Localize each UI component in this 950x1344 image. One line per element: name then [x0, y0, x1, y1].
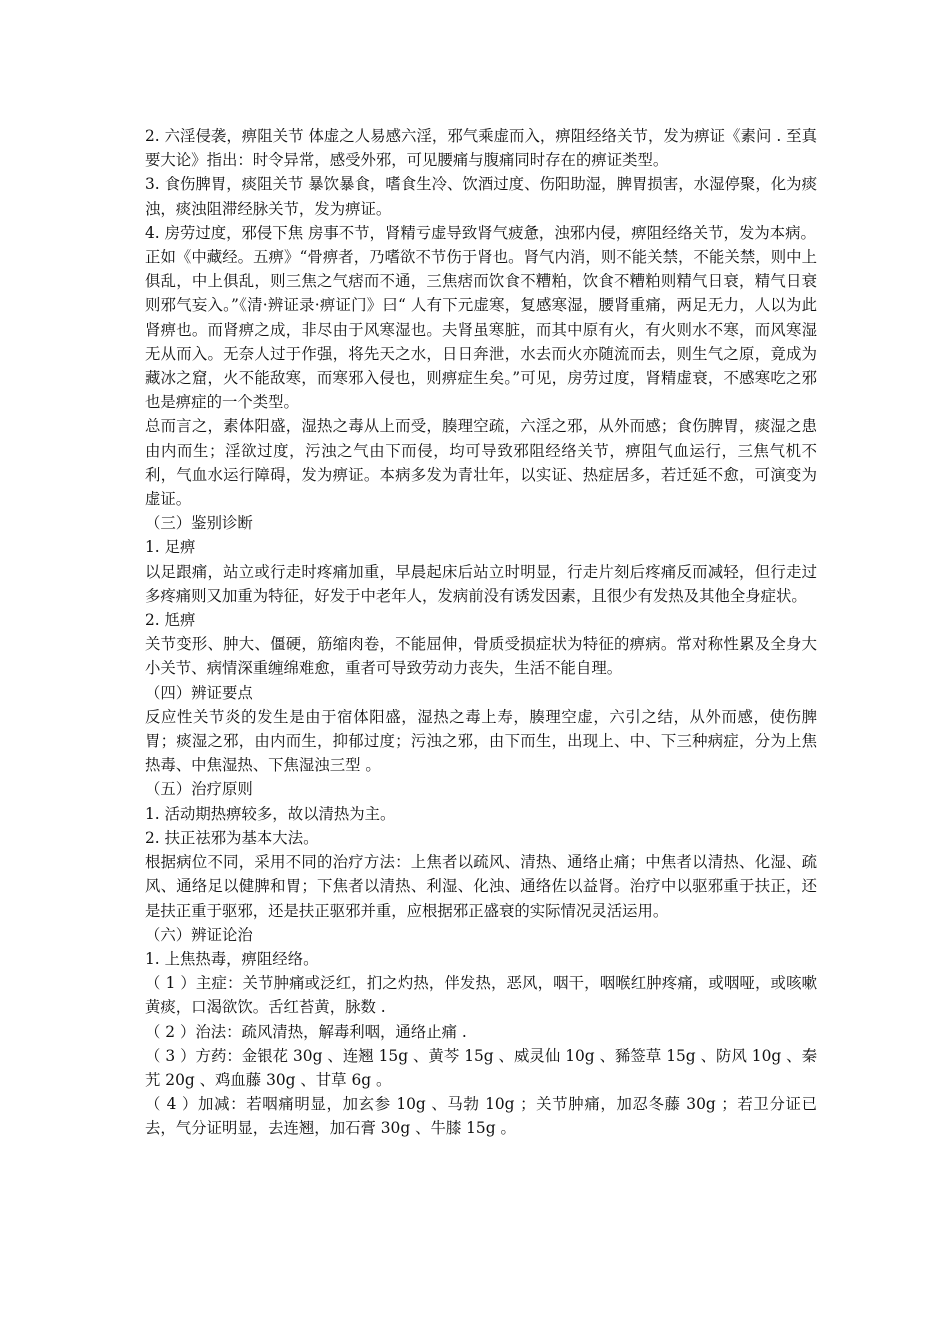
treatment-symptoms: （ 1 ）主症：关节肿痛或泛红，扪之灼热，伴发热，恶风，咽干，咽喉红肿疼痛，或咽哑，或咳嗽黄痰，口渴欲饮。舌红苔黄，脉数 .: [145, 974, 817, 1017]
item-zubi-text: 以足跟痛，站立或行走时疼痛加重，早晨起床后站立时明显，行走片刻后疼痛反而减轻，但行走过多疼痛则又加重为特征，好发于中老年人，发病前没有诱发因素，且很少有发热及其他全身症状。: [145, 562, 817, 605]
paragraph-fanglao: 4. 房劳过度，邪侵下焦 房事不节，肾精亏虚导致肾气疲惫，浊邪内侵，痹阻经络关节，发为本病。: [145, 223, 816, 242]
principle-2: 2. 扶正祛邪为基本大法。: [145, 828, 319, 847]
paragraph-treatment-methods: 根据病位不同，采用不同的治疗方法：上焦者以疏风、清热、通络止痛；中焦者以清热、化湿、疏风、通络足以健脾和胃；下焦者以清热、利湿、化浊、通络佐以益肾。治疗中以驱邪重于扶正，还是扶正重于驱邪，还是扶正驱邪并重，应根据邪正盛衰的实际情况灵活运用。: [145, 853, 817, 920]
paragraph-zhongzangjing: 正如《中藏经。五痹》“骨痹者，乃嗜欲不节伤于肾也。肾气内消，则不能关禁，不能关禁，则中上俱乱，中上俱乱，则三焦之气痞而不通，三焦痞而饮食不糟粕，饮食不糟粕则精气日衰，精气日衰则邪气妄入。”《清·辨证录·痹证门》曰“ 人有下元虚寒，复感寒湿，腰肾重痛，两足无力，人以为此肾痹也。而肾痹之成，非尽由于风寒湿也。夫肾虽寒脏，而其中原有火，有火则水不寒，而风寒湿无从而入。无奈人过于作强，将先天之水，日日奔泄，水去而火亦随流而去，则生气之原，竟成为藏冰之窟，火不能敌寒，而寒邪入侵也，则痹症生矣。”可见，房劳过度，肾精虚衰，不感寒吃之邪也是痹症的一个类型。: [145, 248, 817, 412]
item-wangbi-title: 2. 尪痹: [145, 611, 196, 630]
document-body: [145, 124, 817, 1141]
item-zubi-title: 1. 足痹: [145, 538, 196, 557]
item-wangbi-text: 关节变形、肿大、僵硬，筋缩肉卷，不能屈伸，骨质受损症状为特征的痹病。常对称性累及全身大小关节、病情深重缠绵难愈，重者可导致劳动力丧失，生活不能自理。: [145, 635, 817, 678]
principle-1: 1. 活动期热痹较多，故以清热为主。: [145, 804, 396, 823]
treatment-method: （ 2 ）治法：疏风清热，解毒利咽，通络止痛 .: [145, 1022, 467, 1041]
paragraph-summary: 总而言之，素体阳盛，湿热之毒从上而受，腠理空疏，六淫之邪，从外而感；食伤脾胃，痰湿之患由内而生；淫欲过度，污浊之气由下而侵，均可导致邪阻经络关节，痹阻气血运行，三焦气机不利，气血水运行障碍，发为痹证。本病多发为青壮年，以实证、热症居多，若迁延不愈，可演变为虚证。: [145, 417, 817, 509]
treatment-modification: （ 4 ）加减：若咽痛明显，加玄参 10g 、马勃 10g ；关节肿痛，加忍冬藤 30g ；若卫分证已去，气分证明显，去连翘，加石膏 30g 、牛膝 15g 。: [145, 1095, 817, 1138]
treatment-prescription: （ 3 ）方药：金银花 30g 、连翘 15g 、黄芩 15g 、威灵仙 10g 、豨签草 15g 、防风 10g 、秦艽 20g 、鸡血藤 30g 、甘草 6g 。: [145, 1046, 817, 1089]
paragraph-liuyin: 2. 六淫侵袭，痹阻关节 体虚之人易感六淫，邪气乘虚而入，痹阻经络关节，发为痹证《素问 . 至真要大论》指出：时令异常，感受外邪，可见腰痛与腹痛同时存在的痹证类型。: [145, 127, 817, 170]
section-heading-principles: （五）治疗原则: [145, 780, 253, 799]
section-heading-treatment: （六）辨证论治: [145, 925, 253, 944]
section-heading-differential: （三）鉴别诊断: [145, 514, 253, 533]
paragraph-key-points: 反应性关节炎的发生是由于宿体阳盛，湿热之毒上寿，腠理空虚，六引之结，从外而感，使伤脾胃；痰湿之邪，由内而生，抑郁过度；污浊之邪，由下而生，出现上、中、下三种病症，分为上焦热毒、中焦湿热、下焦湿浊三型 。: [145, 707, 817, 775]
section-heading-key-points: （四）辨证要点: [145, 683, 253, 702]
paragraph-shishang: 3. 食伤脾胃，痰阻关节 暴饮暴食，嗜食生冷、饮酒过度、伤阳助湿，脾胃损害，水湿停聚，化为痰浊，痰浊阻滞经脉关节，发为痹证。: [145, 175, 817, 218]
treatment-type-1-title: 1. 上焦热毒，痹阻经络。: [145, 949, 319, 968]
